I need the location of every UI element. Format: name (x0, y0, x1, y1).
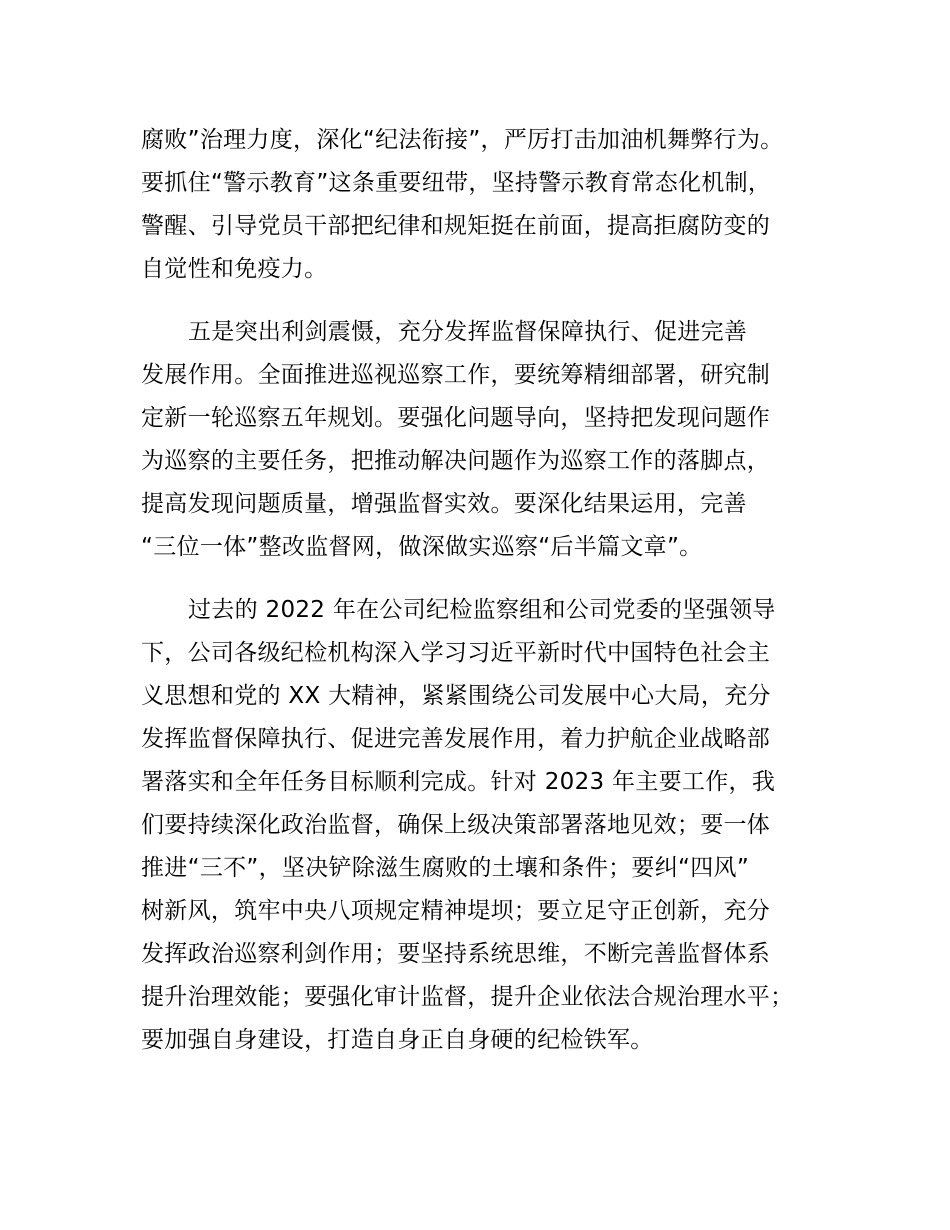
paragraph-1-line-4: 自觉性和免疫力。 (141, 256, 328, 282)
paragraph-2-line-5: 提高发现问题质量，增强监督实效。要深化结果运用，完善 (141, 491, 747, 517)
paragraph-2-line-3: 定新一轮巡察五年规划。要强化问题导向，坚持把发现问题作 (141, 405, 771, 431)
paragraph-2-line-4: 为巡察的主要任务，把推动解决问题作为巡察工作的落脚点， (141, 448, 771, 474)
paragraph-3-line-4: 发挥监督保障执行、促进完善发展作用，着力护航企业战略部 (141, 726, 771, 752)
paragraph-1-line-3: 警醒、引导党员干部把纪律和规矩挺在前面，提高拒腐防变的 (141, 213, 771, 239)
paragraph-3-line-10: 提升治理效能；要强化审计监督，提升企业依法合规治理水平； (141, 984, 794, 1010)
paragraph-3-line-9: 发挥政治巡察利剑作用；要坚持系统思维，不断完善监督体系 (141, 941, 771, 967)
paragraph-2-line-6: “三位一体”整改监督网，做深做实巡察“后半篇文章”。 (141, 534, 703, 560)
paragraph-3-line-6: 们要持续深化政治监督，确保上级决策部署落地见效；要一体 (141, 812, 771, 838)
paragraph-1-line-1: 腐败”治理力度，深化“纪法衔接”，严厉打击加油机舞弊行为。 (141, 127, 784, 153)
paragraph-3-line-1: 过去的 2022 年在公司纪检监察组和公司党委的坚强领导 (188, 597, 776, 623)
paragraph-3-line-3: 义思想和党的 XX 大精神，紧紧围绕公司发展中心大局，充分 (141, 683, 771, 709)
paragraph-2-line-2: 发展作用。全面推进巡视巡察工作，要统筹精细部署，研究制 (141, 362, 771, 388)
paragraph-3-line-7: 推进“三不”，坚决铲除滋生腐败的土壤和条件；要纠“四风” (141, 855, 750, 881)
paragraph-3-line-11: 要加强自身建设，打造自身正自身硬的纪检铁军。 (141, 1027, 654, 1053)
paragraph-3-line-8: 树新风，筑牢中央八项规定精神堤坝；要立足守正创新，充分 (141, 898, 771, 924)
paragraph-3-line-2: 下，公司各级纪检机构深入学习习近平新时代中国特色社会主 (141, 640, 771, 666)
paragraph-1-line-2: 要抓住“警示教育”这条重要纽带，坚持警示教育常态化机制， (141, 170, 772, 196)
paragraph-3-line-5: 署落实和全年任务目标顺利完成。针对 2023 年主要工作，我 (141, 769, 776, 795)
paragraph-2-line-1: 五是突出利剑震慑，充分发挥监督保障执行、促进完善 (188, 319, 748, 345)
